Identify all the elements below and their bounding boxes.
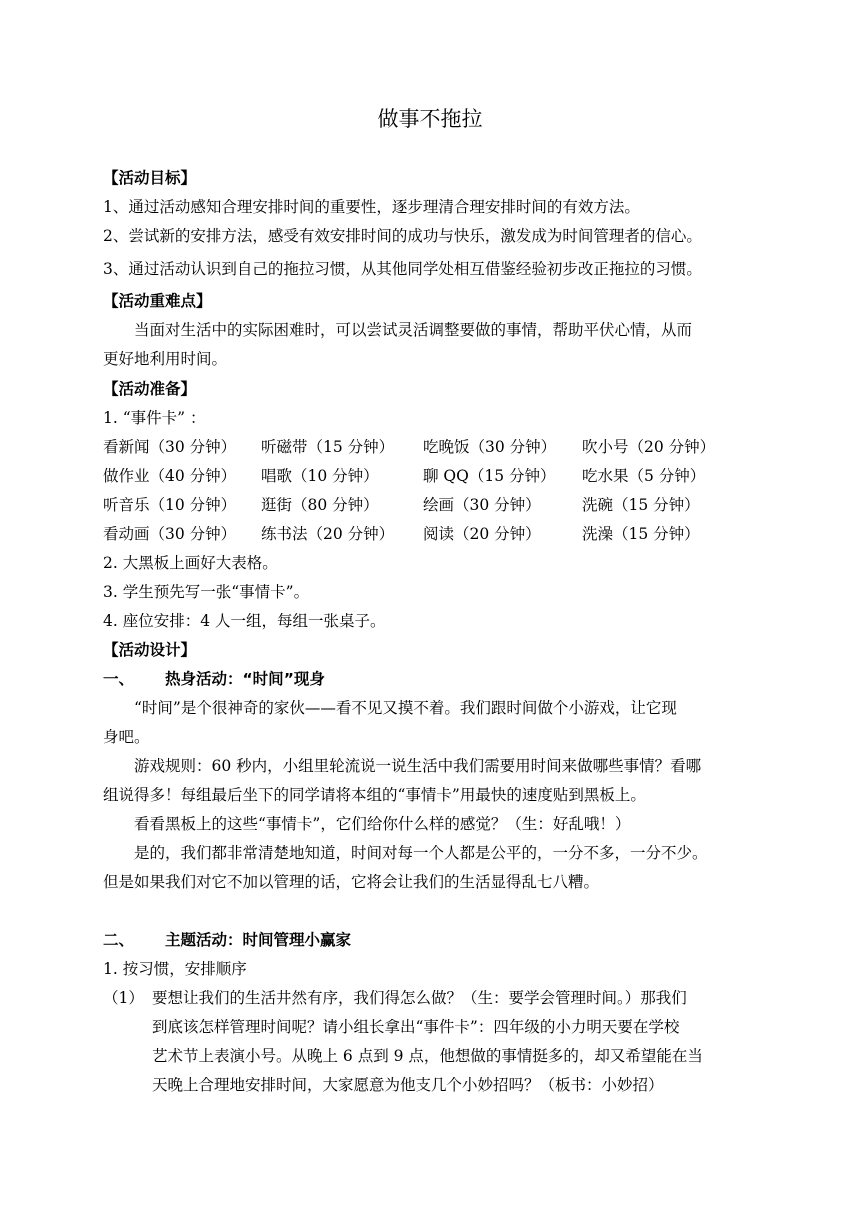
body-line: 到底该怎样管理时间呢？请小组长拿出“事件卡”：四年级的小力明天要在学校 bbox=[152, 1018, 680, 1036]
goal-item: 3、通过活动认识到自己的拖拉习惯，从其他同学处相互借鉴经验初步改正拖拉的习惯。 bbox=[103, 260, 702, 278]
event-card: 洗澡（15 分钟） bbox=[582, 525, 700, 543]
key-points-heading: 【活动重难点】 bbox=[103, 292, 212, 310]
key-points-line: 更好地利用时间。 bbox=[103, 350, 228, 368]
event-card: 看动画（30 分钟） bbox=[103, 525, 237, 543]
body-line: 艺术节上表演小号。从晚上 6 点到 9 点，他想做的事情挺多的，却又希望能在当 bbox=[152, 1047, 703, 1065]
event-card: 吹小号（20 分钟） bbox=[582, 438, 716, 456]
body-line: “时间”是个很神奇的家伙——看不见又摸不着。我们跟时间做个小游戏，让它现 bbox=[134, 699, 677, 717]
event-card: 练书法（20 分钟） bbox=[261, 525, 395, 543]
section-number: 一、 bbox=[103, 670, 135, 688]
body-line: 组说得多！每组最后坐下的同学请将本组的“事情卡”用最快的速度贴到黑板上。 bbox=[103, 786, 646, 804]
goal-item: 2、尝试新的安排方法，感受有效安排时间的成功与快乐，激发成为时间管理者的信心。 bbox=[103, 227, 702, 245]
event-card: 做作业（40 分钟） bbox=[103, 467, 237, 485]
prep-item: 3. 学生预先写一张“事情卡”。 bbox=[103, 583, 310, 601]
body-line: 要想让我们的生活井然有序，我们得怎么做？（生：要学会管理时间。）那我们 bbox=[152, 989, 687, 1007]
prep-item: 4. 座位安排：4 人一组，每组一张桌子。 bbox=[103, 612, 386, 630]
design-heading: 【活动设计】 bbox=[103, 641, 197, 659]
key-points-line: 当面对生活中的实际困难时，可以尝试灵活调整要做的事情，帮助平伏心情，从而 bbox=[134, 321, 693, 339]
event-card: 聊 QQ（15 分钟） bbox=[423, 467, 556, 485]
goals-heading: 【活动目标】 bbox=[103, 169, 197, 187]
event-card: 唱歌（10 分钟） bbox=[261, 467, 379, 485]
section-number: 二、 bbox=[103, 931, 135, 949]
body-line: 看看黑板上的这些“事情卡”，它们给你什么样的感觉？（生：好乱哦！） bbox=[134, 815, 631, 833]
event-card: 吃水果（5 分钟） bbox=[582, 467, 706, 485]
body-line: 是的，我们都非常清楚地知道，时间对每一个人都是公平的，一分不多，一分不少。 bbox=[134, 844, 708, 862]
event-card: 阅读（20 分钟） bbox=[423, 525, 541, 543]
body-line: 但是如果我们对它不加以管理的话，它将会让我们的生活显得乱七八糟。 bbox=[103, 873, 600, 891]
event-card: 洗碗（15 分钟） bbox=[582, 496, 700, 514]
section-title: 主题活动：时间管理小赢家 bbox=[165, 931, 352, 949]
event-card: 绘画（30 分钟） bbox=[423, 496, 541, 514]
prep-heading: 【活动准备】 bbox=[103, 380, 197, 398]
event-card: 听音乐（10 分钟） bbox=[103, 496, 237, 514]
event-card: 听磁带（15 分钟） bbox=[261, 438, 395, 456]
sub-heading: 1. 按习惯，安排顺序 bbox=[103, 960, 247, 978]
page-title: 做事不拖拉 bbox=[377, 107, 483, 131]
body-line: 天晚上合理地安排时间，大家愿意为他支几个小妙招吗？（板书：小妙招） bbox=[152, 1076, 664, 1094]
prep-item: 2. 大黑板上画好大表格。 bbox=[103, 554, 278, 572]
event-card: 逛街（80 分钟） bbox=[261, 496, 379, 514]
body-line: 身吧。 bbox=[103, 728, 150, 746]
goal-item: 1、通过活动感知合理安排时间的重要性，逐步理清合理安排时间的有效方法。 bbox=[103, 198, 640, 216]
event-card: 看新闻（30 分钟） bbox=[103, 438, 237, 456]
prep-item: 1. “事件卡” ： bbox=[103, 409, 206, 427]
section-title: 热身活动：“时间”现身 bbox=[165, 670, 325, 688]
event-card: 吃晚饭（30 分钟） bbox=[423, 438, 557, 456]
paragraph-number: （1） bbox=[103, 989, 144, 1007]
body-line: 游戏规则：60 秒内，小组里轮流说一说生活中我们需要用时间来做哪些事情？看哪 bbox=[134, 757, 702, 775]
